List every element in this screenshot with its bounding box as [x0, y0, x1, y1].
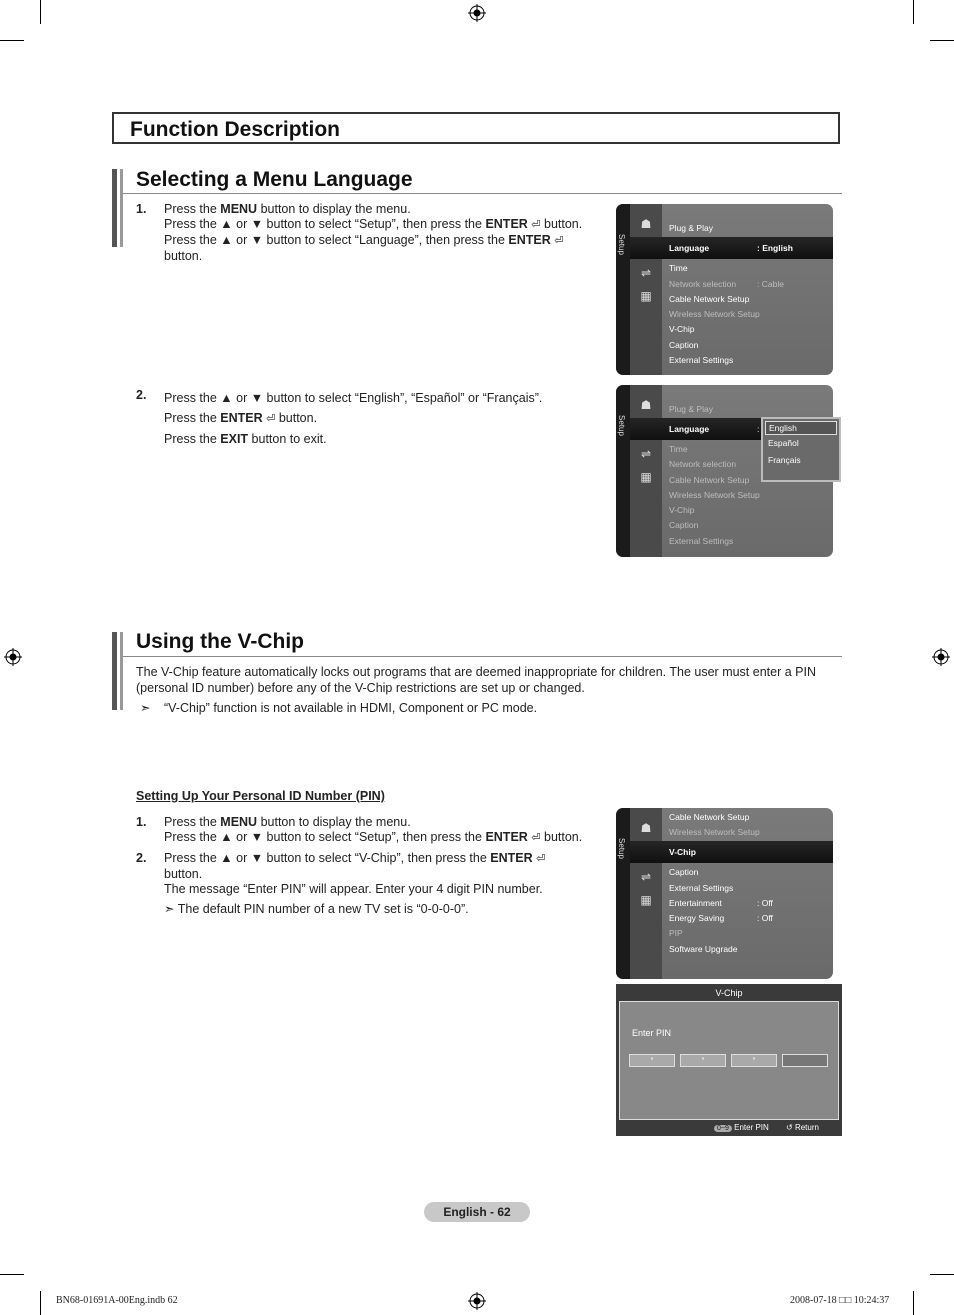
step-number: 1.	[136, 815, 147, 829]
menu-item[interactable]: Software Upgrade	[669, 944, 738, 954]
subsection-heading: Setting Up Your Personal ID Number (PIN)	[136, 789, 385, 803]
dialog-title: V-Chip	[715, 988, 743, 998]
step-number: 2.	[136, 851, 147, 865]
note-arrow-icon: ➣	[164, 902, 178, 916]
language-dropdown	[761, 417, 841, 482]
enter-icon: ⏎	[266, 413, 276, 425]
menu-item-selected[interactable]: Language	[669, 424, 710, 434]
crop-mark	[930, 40, 954, 41]
crop-mark	[0, 1274, 24, 1275]
menu-item[interactable]: Time	[669, 263, 688, 273]
menu-item[interactable]: Wireless Network Setup	[669, 490, 760, 500]
pin-digit-field[interactable]: *	[680, 1054, 726, 1067]
step-text: Press the MENU button to display the menu. Press the ▲ or ▼ button to select “Setup”, then press the ENTER ⏎ button. Press the ▲ or ▼ button to select “Language”, then press the ENTER ⏎ button.	[164, 202, 583, 263]
step-number: 2.	[136, 388, 147, 402]
note-arrow-icon: ➣	[140, 701, 151, 715]
menu-item[interactable]: Cable Network Setup	[669, 812, 750, 822]
footer-file-info: BN68-01691A-00Eng.indb 62	[56, 1295, 178, 1306]
crop-mark	[930, 1274, 954, 1275]
menu-item[interactable]: External Settings	[669, 883, 734, 893]
step-text: Press the MENU button to display the menu. Press the ▲ or ▼ button to select “Setup”, then press the ENTER ⏎ button.	[164, 815, 583, 844]
enter-icon: ⏎	[531, 219, 541, 231]
registration-mark-icon	[468, 1292, 486, 1310]
input-icon: ⇌	[640, 447, 652, 461]
menu-item-selected[interactable]: Language	[669, 243, 710, 253]
picture-icon: ☗	[640, 821, 652, 835]
menu-item[interactable]: Caption	[669, 867, 699, 877]
menu-item[interactable]: External Settings	[669, 536, 734, 546]
setup-menu-screen	[616, 204, 833, 375]
picture-icon: ☗	[640, 217, 652, 231]
step-text: Press the ▲ or ▼ button to select “V-Chip”, then press the ENTER ⏎ button. The message “Enter PIN” will appear. Enter your 4 digit PIN number. ➣ The default PIN number of a new TV set is “0-0-0-0”.	[164, 851, 546, 916]
menu-item[interactable]: Cable Network Setup	[669, 475, 750, 485]
function-description-title: Function Description	[130, 118, 340, 141]
dialog-hint-enter-pin: 0~9 Enter PIN	[714, 1123, 769, 1132]
vchip-pin-dialog	[616, 984, 842, 1136]
picture-icon: ☗	[640, 398, 652, 412]
number-key-badge: 0~9	[714, 1125, 732, 1132]
menu-item[interactable]: Caption	[669, 340, 699, 350]
registration-mark-icon	[468, 4, 486, 22]
dropdown-option-selected[interactable]: English	[765, 421, 837, 435]
registration-mark-icon	[932, 648, 950, 666]
menu-item[interactable]: External Settings	[669, 355, 734, 365]
note-text: “V-Chip” function is not available in HDMI, Component or PC mode.	[164, 701, 538, 715]
enter-icon: ⏎	[554, 235, 564, 247]
function-description-header	[112, 112, 840, 144]
application-icon: ▦	[640, 893, 652, 907]
menu-item[interactable]: Cable Network Setup	[669, 294, 750, 304]
highlight-bar	[630, 841, 833, 863]
menu-item[interactable]: Wireless Network Setup	[669, 309, 760, 319]
dialog-body	[619, 1001, 839, 1120]
application-icon: ▦	[640, 470, 652, 484]
menu-value: : Off	[757, 913, 773, 923]
crop-mark	[40, 1291, 41, 1315]
footer-timestamp: 2008-07-18 □□ 10:24:37	[790, 1295, 890, 1306]
pin-digit-field-active[interactable]	[782, 1054, 828, 1067]
menu-value: : English	[757, 243, 793, 253]
setup-side-label: Setup	[617, 234, 626, 255]
enter-pin-label: Enter PIN	[632, 1028, 672, 1038]
menu-item[interactable]: Entertainment	[669, 898, 722, 908]
menu-value-colon: :	[757, 424, 760, 434]
menu-item[interactable]: Time	[669, 444, 688, 454]
menu-item[interactable]: Wireless Network Setup	[669, 827, 760, 837]
dropdown-option[interactable]: Français	[768, 455, 801, 465]
menu-item[interactable]: Plug & Play	[669, 404, 713, 414]
section-title: Using the V-Chip	[136, 630, 304, 653]
menu-value: : Off	[757, 898, 773, 908]
highlight-bar	[630, 237, 833, 259]
enter-icon: ⏎	[536, 853, 546, 865]
menu-item[interactable]: Plug & Play	[669, 223, 713, 233]
vchip-setup-screen	[616, 808, 833, 979]
section-title: Selecting a Menu Language	[136, 168, 413, 191]
input-icon: ⇌	[640, 266, 652, 280]
return-icon: ↺	[786, 1123, 793, 1132]
step-text: Press the ▲ or ▼ button to select “English”, “Español” or “Français”. Press the ENTER ⏎ button. Press the EXIT button to exit.	[164, 391, 543, 446]
menu-item[interactable]: Energy Saving	[669, 913, 725, 923]
menu-item[interactable]: V-Chip	[669, 505, 695, 515]
dialog-hint-return[interactable]: ↺ Return	[786, 1123, 819, 1132]
registration-mark-icon	[4, 648, 22, 666]
crop-mark	[913, 0, 914, 24]
menu-item-selected[interactable]: V-Chip	[669, 847, 696, 857]
crop-mark	[0, 40, 24, 41]
pin-digit-field[interactable]: *	[731, 1054, 777, 1067]
menu-item[interactable]: Caption	[669, 520, 699, 530]
pin-digit-field[interactable]: *	[629, 1054, 675, 1067]
menu-item[interactable]: PIP	[669, 928, 683, 938]
input-icon: ⇌	[640, 870, 652, 884]
dropdown-option[interactable]: Español	[768, 438, 799, 448]
enter-icon: ⏎	[531, 832, 541, 844]
menu-value: : Cable	[757, 279, 784, 289]
application-icon: ▦	[640, 289, 652, 303]
crop-mark	[913, 1291, 914, 1315]
intro-paragraph: The V-Chip feature automatically locks out programs that are deemed inappropriate for children. The user must enter a PIN (personal ID number) before any of the V-Chip restrictions are set up or changed.	[136, 665, 816, 695]
menu-item[interactable]: V-Chip	[669, 324, 695, 334]
menu-item[interactable]: Network selection	[669, 459, 737, 469]
menu-item[interactable]: Network selection	[669, 279, 737, 289]
setup-side-label: Setup	[617, 838, 626, 859]
step-number: 1.	[136, 202, 147, 216]
setup-side-label: Setup	[617, 415, 626, 436]
page-number-badge: English - 62	[424, 1202, 530, 1222]
crop-mark	[40, 0, 41, 24]
